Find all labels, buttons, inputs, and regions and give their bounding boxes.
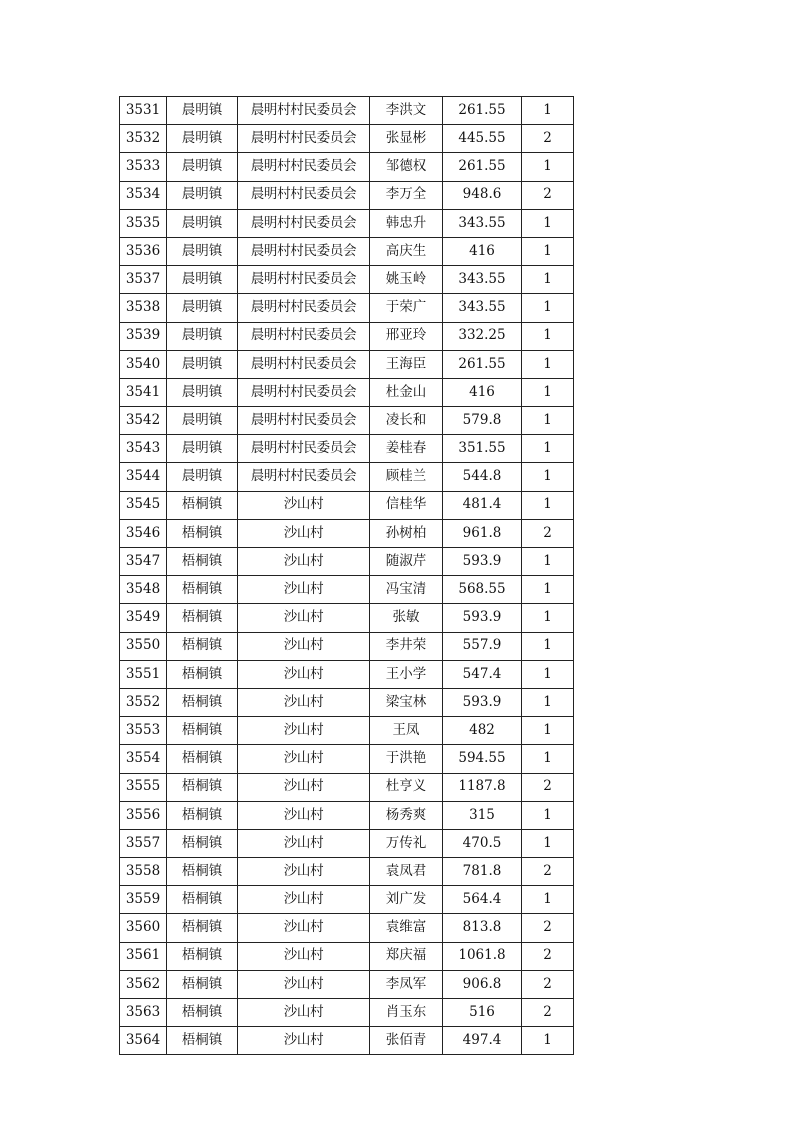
village-cell: 沙山村	[238, 491, 370, 519]
count-cell: 1	[522, 435, 574, 463]
count-cell: 2	[522, 914, 574, 942]
village-cell: 沙山村	[238, 914, 370, 942]
count-cell: 1	[522, 688, 574, 716]
town-cell: 梧桐镇	[167, 773, 238, 801]
amount-cell: 564.4	[443, 886, 522, 914]
row-id-cell: 3548	[120, 576, 167, 604]
row-id-cell: 3556	[120, 801, 167, 829]
amount-cell: 557.9	[443, 632, 522, 660]
row-id-cell: 3547	[120, 548, 167, 576]
village-cell: 沙山村	[238, 632, 370, 660]
town-cell: 梧桐镇	[167, 829, 238, 857]
name-cell: 孙树柏	[370, 519, 443, 547]
town-cell: 晨明镇	[167, 378, 238, 406]
town-cell: 梧桐镇	[167, 999, 238, 1027]
name-cell: 顾桂兰	[370, 463, 443, 491]
name-cell: 肖玉东	[370, 999, 443, 1027]
town-cell: 晨明镇	[167, 322, 238, 350]
row-id-cell: 3545	[120, 491, 167, 519]
row-id-cell: 3562	[120, 970, 167, 998]
town-cell: 晨明镇	[167, 125, 238, 153]
table-row	[120, 914, 574, 942]
name-cell: 杨秀爽	[370, 801, 443, 829]
amount-cell: 961.8	[443, 519, 522, 547]
village-cell: 晨明村村民委员会	[238, 181, 370, 209]
village-cell: 沙山村	[238, 660, 370, 688]
town-cell: 晨明镇	[167, 407, 238, 435]
table-row	[120, 407, 574, 435]
amount-cell: 547.4	[443, 660, 522, 688]
name-cell: 王凤	[370, 717, 443, 745]
town-cell: 梧桐镇	[167, 970, 238, 998]
table-row	[120, 660, 574, 688]
village-cell: 沙山村	[238, 604, 370, 632]
row-id-cell: 3557	[120, 829, 167, 857]
table-row	[120, 858, 574, 886]
row-id-cell: 3539	[120, 322, 167, 350]
amount-cell: 593.9	[443, 548, 522, 576]
town-cell: 晨明镇	[167, 294, 238, 322]
row-id-cell: 3540	[120, 350, 167, 378]
table-row	[120, 632, 574, 660]
amount-cell: 470.5	[443, 829, 522, 857]
name-cell: 张敏	[370, 604, 443, 632]
table-row	[120, 266, 574, 294]
name-cell: 邢亚玲	[370, 322, 443, 350]
name-cell: 于荣广	[370, 294, 443, 322]
row-id-cell: 3554	[120, 745, 167, 773]
village-cell: 沙山村	[238, 801, 370, 829]
table-row	[120, 322, 574, 350]
amount-cell: 481.4	[443, 491, 522, 519]
amount-cell: 482	[443, 717, 522, 745]
table-row	[120, 350, 574, 378]
village-cell: 沙山村	[238, 829, 370, 857]
row-id-cell: 3537	[120, 266, 167, 294]
name-cell: 于洪艳	[370, 745, 443, 773]
count-cell: 1	[522, 829, 574, 857]
table-row	[120, 886, 574, 914]
village-cell: 沙山村	[238, 886, 370, 914]
count-cell: 1	[522, 350, 574, 378]
name-cell: 郑庆福	[370, 942, 443, 970]
town-cell: 晨明镇	[167, 266, 238, 294]
village-cell: 晨明村村民委员会	[238, 266, 370, 294]
name-cell: 梁宝林	[370, 688, 443, 716]
amount-cell: 445.55	[443, 125, 522, 153]
village-cell: 晨明村村民委员会	[238, 463, 370, 491]
town-cell: 梧桐镇	[167, 576, 238, 604]
village-cell: 晨明村村民委员会	[238, 407, 370, 435]
row-id-cell: 3534	[120, 181, 167, 209]
table-row	[120, 970, 574, 998]
count-cell: 2	[522, 773, 574, 801]
amount-cell: 593.9	[443, 688, 522, 716]
town-cell: 梧桐镇	[167, 1027, 238, 1055]
name-cell: 姜桂春	[370, 435, 443, 463]
row-id-cell: 3546	[120, 519, 167, 547]
count-cell: 1	[522, 548, 574, 576]
name-cell: 凌长和	[370, 407, 443, 435]
row-id-cell: 3560	[120, 914, 167, 942]
row-id-cell: 3538	[120, 294, 167, 322]
table-row	[120, 463, 574, 491]
village-cell: 晨明村村民委员会	[238, 322, 370, 350]
amount-cell: 948.6	[443, 181, 522, 209]
amount-cell: 568.55	[443, 576, 522, 604]
count-cell: 1	[522, 209, 574, 237]
town-cell: 梧桐镇	[167, 942, 238, 970]
table-row	[120, 548, 574, 576]
amount-cell: 1061.8	[443, 942, 522, 970]
row-id-cell: 3532	[120, 125, 167, 153]
count-cell: 1	[522, 294, 574, 322]
table-row	[120, 294, 574, 322]
table-row	[120, 773, 574, 801]
village-cell: 沙山村	[238, 745, 370, 773]
row-id-cell: 3561	[120, 942, 167, 970]
town-cell: 梧桐镇	[167, 717, 238, 745]
row-id-cell: 3553	[120, 717, 167, 745]
amount-cell: 593.9	[443, 604, 522, 632]
village-cell: 沙山村	[238, 773, 370, 801]
count-cell: 1	[522, 717, 574, 745]
name-cell: 高庆生	[370, 237, 443, 265]
amount-cell: 594.55	[443, 745, 522, 773]
count-cell: 1	[522, 801, 574, 829]
name-cell: 袁维富	[370, 914, 443, 942]
village-cell: 晨明村村民委员会	[238, 209, 370, 237]
table-row	[120, 801, 574, 829]
table-row	[120, 491, 574, 519]
name-cell: 韩忠升	[370, 209, 443, 237]
count-cell: 1	[522, 153, 574, 181]
table-row	[120, 153, 574, 181]
town-cell: 梧桐镇	[167, 660, 238, 688]
town-cell: 梧桐镇	[167, 745, 238, 773]
town-cell: 晨明镇	[167, 181, 238, 209]
table-row	[120, 435, 574, 463]
table-row	[120, 604, 574, 632]
count-cell: 1	[522, 632, 574, 660]
row-id-cell: 3551	[120, 660, 167, 688]
amount-cell: 1187.8	[443, 773, 522, 801]
amount-cell: 781.8	[443, 858, 522, 886]
amount-cell: 516	[443, 999, 522, 1027]
name-cell: 李万全	[370, 181, 443, 209]
town-cell: 梧桐镇	[167, 858, 238, 886]
village-cell: 晨明村村民委员会	[238, 237, 370, 265]
row-id-cell: 3544	[120, 463, 167, 491]
name-cell: 信桂华	[370, 491, 443, 519]
table-row	[120, 378, 574, 406]
name-cell: 万传礼	[370, 829, 443, 857]
count-cell: 1	[522, 660, 574, 688]
row-id-cell: 3550	[120, 632, 167, 660]
amount-cell: 261.55	[443, 97, 522, 125]
village-cell: 沙山村	[238, 970, 370, 998]
row-id-cell: 3555	[120, 773, 167, 801]
town-cell: 梧桐镇	[167, 519, 238, 547]
table-row	[120, 717, 574, 745]
table-row	[120, 999, 574, 1027]
row-id-cell: 3558	[120, 858, 167, 886]
count-cell: 1	[522, 378, 574, 406]
name-cell: 王小学	[370, 660, 443, 688]
amount-cell: 315	[443, 801, 522, 829]
count-cell: 2	[522, 942, 574, 970]
count-cell: 1	[522, 604, 574, 632]
village-cell: 沙山村	[238, 999, 370, 1027]
count-cell: 2	[522, 970, 574, 998]
count-cell: 1	[522, 886, 574, 914]
village-cell: 沙山村	[238, 688, 370, 716]
village-cell: 沙山村	[238, 548, 370, 576]
count-cell: 2	[522, 999, 574, 1027]
amount-cell: 497.4	[443, 1027, 522, 1055]
count-cell: 1	[522, 266, 574, 294]
town-cell: 晨明镇	[167, 237, 238, 265]
table-row	[120, 519, 574, 547]
town-cell: 梧桐镇	[167, 604, 238, 632]
count-cell: 1	[522, 463, 574, 491]
count-cell: 1	[522, 1027, 574, 1055]
village-cell: 晨明村村民委员会	[238, 125, 370, 153]
amount-cell: 579.8	[443, 407, 522, 435]
village-cell: 沙山村	[238, 519, 370, 547]
row-id-cell: 3531	[120, 97, 167, 125]
table-row	[120, 829, 574, 857]
village-cell: 沙山村	[238, 942, 370, 970]
village-cell: 晨明村村民委员会	[238, 378, 370, 406]
village-cell: 沙山村	[238, 1027, 370, 1055]
town-cell: 梧桐镇	[167, 886, 238, 914]
village-cell: 晨明村村民委员会	[238, 97, 370, 125]
name-cell: 杜金山	[370, 378, 443, 406]
name-cell: 张显彬	[370, 125, 443, 153]
row-id-cell: 3564	[120, 1027, 167, 1055]
town-cell: 梧桐镇	[167, 914, 238, 942]
village-cell: 沙山村	[238, 858, 370, 886]
count-cell: 2	[522, 125, 574, 153]
amount-cell: 343.55	[443, 209, 522, 237]
table-row	[120, 1027, 574, 1055]
town-cell: 梧桐镇	[167, 688, 238, 716]
name-cell: 冯宝清	[370, 576, 443, 604]
town-cell: 晨明镇	[167, 97, 238, 125]
row-id-cell: 3536	[120, 237, 167, 265]
town-cell: 晨明镇	[167, 463, 238, 491]
records-table-body	[120, 97, 574, 1055]
name-cell: 王海臣	[370, 350, 443, 378]
count-cell: 1	[522, 97, 574, 125]
amount-cell: 261.55	[443, 350, 522, 378]
name-cell: 袁凤君	[370, 858, 443, 886]
amount-cell: 544.8	[443, 463, 522, 491]
row-id-cell: 3542	[120, 407, 167, 435]
row-id-cell: 3563	[120, 999, 167, 1027]
row-id-cell: 3549	[120, 604, 167, 632]
table-row	[120, 209, 574, 237]
town-cell: 梧桐镇	[167, 491, 238, 519]
amount-cell: 906.8	[443, 970, 522, 998]
village-cell: 晨明村村民委员会	[238, 435, 370, 463]
town-cell: 晨明镇	[167, 350, 238, 378]
village-cell: 晨明村村民委员会	[238, 153, 370, 181]
town-cell: 梧桐镇	[167, 801, 238, 829]
table-row	[120, 688, 574, 716]
row-id-cell: 3552	[120, 688, 167, 716]
amount-cell: 351.55	[443, 435, 522, 463]
village-cell: 沙山村	[238, 717, 370, 745]
name-cell: 李凤军	[370, 970, 443, 998]
name-cell: 邹德权	[370, 153, 443, 181]
name-cell: 杜亨义	[370, 773, 443, 801]
name-cell: 姚玉岭	[370, 266, 443, 294]
town-cell: 晨明镇	[167, 153, 238, 181]
row-id-cell: 3543	[120, 435, 167, 463]
table-row	[120, 97, 574, 125]
amount-cell: 416	[443, 378, 522, 406]
village-cell: 晨明村村民委员会	[238, 350, 370, 378]
amount-cell: 343.55	[443, 294, 522, 322]
row-id-cell: 3535	[120, 209, 167, 237]
count-cell: 1	[522, 745, 574, 773]
count-cell: 1	[522, 237, 574, 265]
count-cell: 2	[522, 181, 574, 209]
records-table	[119, 96, 574, 1055]
name-cell: 刘广发	[370, 886, 443, 914]
row-id-cell: 3559	[120, 886, 167, 914]
name-cell: 李井荣	[370, 632, 443, 660]
town-cell: 晨明镇	[167, 209, 238, 237]
table-row	[120, 745, 574, 773]
count-cell: 2	[522, 858, 574, 886]
amount-cell: 332.25	[443, 322, 522, 350]
town-cell: 梧桐镇	[167, 548, 238, 576]
village-cell: 晨明村村民委员会	[238, 294, 370, 322]
table-row	[120, 237, 574, 265]
count-cell: 1	[522, 322, 574, 350]
name-cell: 张佰青	[370, 1027, 443, 1055]
amount-cell: 261.55	[443, 153, 522, 181]
table-row	[120, 942, 574, 970]
count-cell: 2	[522, 519, 574, 547]
row-id-cell: 3541	[120, 378, 167, 406]
count-cell: 1	[522, 491, 574, 519]
count-cell: 1	[522, 576, 574, 604]
village-cell: 沙山村	[238, 576, 370, 604]
table-row	[120, 181, 574, 209]
count-cell: 1	[522, 407, 574, 435]
amount-cell: 343.55	[443, 266, 522, 294]
town-cell: 晨明镇	[167, 435, 238, 463]
row-id-cell: 3533	[120, 153, 167, 181]
name-cell: 李洪文	[370, 97, 443, 125]
amount-cell: 813.8	[443, 914, 522, 942]
table-row	[120, 125, 574, 153]
amount-cell: 416	[443, 237, 522, 265]
table-row	[120, 576, 574, 604]
town-cell: 梧桐镇	[167, 632, 238, 660]
name-cell: 随淑芹	[370, 548, 443, 576]
